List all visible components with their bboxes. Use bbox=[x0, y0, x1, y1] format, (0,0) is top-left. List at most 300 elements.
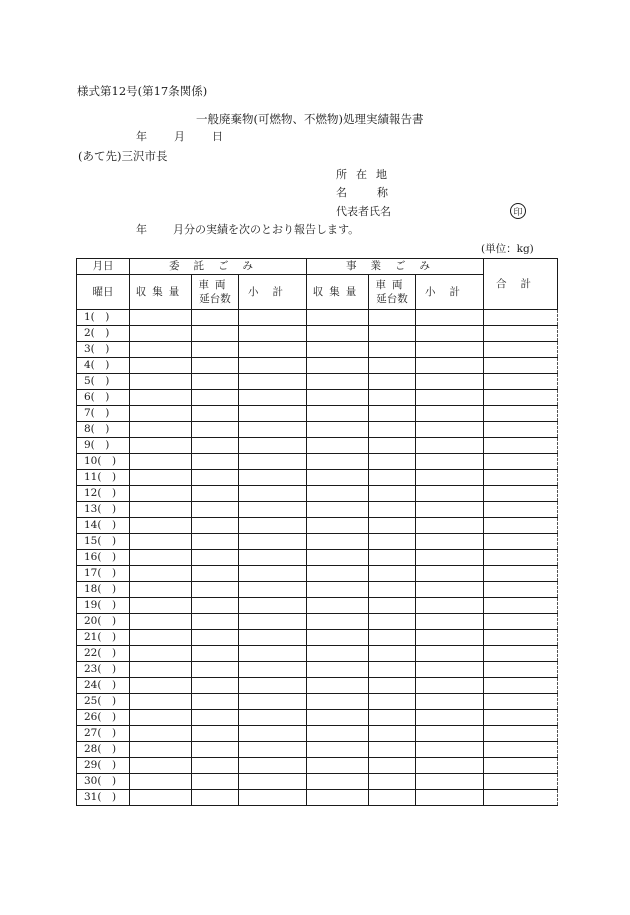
day-label: 1( ) bbox=[77, 310, 130, 326]
header-business-subtotal: 小計 bbox=[416, 275, 484, 310]
entry-cell[interactable] bbox=[484, 438, 558, 454]
header-consigned-waste: 委託ごみ bbox=[130, 259, 307, 275]
entry-cell[interactable] bbox=[369, 390, 416, 406]
entry-cell[interactable] bbox=[416, 790, 484, 806]
entry-cell[interactable] bbox=[130, 422, 192, 438]
reporter-representative-label: 代表者氏名 bbox=[336, 205, 391, 218]
entry-cell[interactable] bbox=[130, 406, 192, 422]
table-row bbox=[77, 630, 558, 646]
entry-cell[interactable] bbox=[369, 310, 416, 326]
day-label: 26( ) bbox=[77, 710, 130, 726]
entry-cell[interactable] bbox=[307, 310, 369, 326]
table-row bbox=[77, 310, 558, 326]
entry-cell[interactable] bbox=[307, 342, 369, 358]
day-label: 23( ) bbox=[77, 662, 130, 678]
entry-cell[interactable] bbox=[484, 710, 558, 726]
entry-cell[interactable] bbox=[416, 342, 484, 358]
form-title: 一般廃棄物(可燃物、不燃物)処理実績報告書 bbox=[196, 112, 424, 126]
day-label: 28( ) bbox=[77, 742, 130, 758]
table-row bbox=[77, 470, 558, 486]
entry-cell[interactable] bbox=[192, 582, 239, 598]
table-row bbox=[77, 646, 558, 662]
entry-cell[interactable] bbox=[484, 630, 558, 646]
entry-cell[interactable] bbox=[484, 566, 558, 582]
entry-cell[interactable] bbox=[239, 342, 307, 358]
entry-cell[interactable] bbox=[192, 534, 239, 550]
table-row bbox=[77, 614, 558, 630]
table-row bbox=[77, 694, 558, 710]
entry-cell[interactable] bbox=[416, 310, 484, 326]
entry-cell[interactable] bbox=[307, 374, 369, 390]
entry-cell[interactable] bbox=[239, 726, 307, 742]
entry-cell[interactable] bbox=[239, 438, 307, 454]
entry-cell[interactable] bbox=[192, 438, 239, 454]
day-label: 10( ) bbox=[77, 454, 130, 470]
entry-cell[interactable] bbox=[369, 694, 416, 710]
table-row bbox=[77, 774, 558, 790]
entry-cell[interactable] bbox=[130, 598, 192, 614]
entry-cell[interactable] bbox=[307, 470, 369, 486]
entry-cell[interactable] bbox=[416, 774, 484, 790]
entry-cell[interactable] bbox=[307, 598, 369, 614]
entry-cell[interactable] bbox=[484, 678, 558, 694]
entry-cell[interactable] bbox=[484, 758, 558, 774]
entry-cell[interactable] bbox=[130, 646, 192, 662]
entry-cell[interactable] bbox=[416, 742, 484, 758]
entry-cell[interactable] bbox=[484, 614, 558, 630]
addressee: (あて先)三沢市長 bbox=[78, 149, 168, 163]
entry-cell[interactable] bbox=[307, 390, 369, 406]
entry-cell[interactable] bbox=[416, 422, 484, 438]
entry-cell[interactable] bbox=[130, 678, 192, 694]
entry-cell[interactable] bbox=[192, 646, 239, 662]
entry-cell[interactable] bbox=[484, 582, 558, 598]
entry-cell[interactable] bbox=[192, 598, 239, 614]
entry-cell[interactable] bbox=[307, 550, 369, 566]
entry-cell[interactable] bbox=[239, 406, 307, 422]
entry-cell[interactable] bbox=[239, 662, 307, 678]
entry-cell[interactable] bbox=[307, 630, 369, 646]
entry-cell[interactable] bbox=[307, 694, 369, 710]
entry-cell[interactable] bbox=[484, 342, 558, 358]
entry-cell[interactable] bbox=[484, 726, 558, 742]
entry-cell[interactable] bbox=[484, 646, 558, 662]
day-label: 21( ) bbox=[77, 630, 130, 646]
header-total: 合計 bbox=[484, 259, 558, 310]
entry-cell[interactable] bbox=[239, 566, 307, 582]
entry-cell[interactable] bbox=[416, 406, 484, 422]
entry-cell[interactable] bbox=[192, 422, 239, 438]
entry-cell[interactable] bbox=[307, 774, 369, 790]
date-year: 年 bbox=[136, 130, 147, 143]
entry-cell[interactable] bbox=[307, 502, 369, 518]
entry-cell[interactable] bbox=[192, 310, 239, 326]
entry-cell[interactable] bbox=[239, 630, 307, 646]
entry-cell[interactable] bbox=[192, 694, 239, 710]
entry-cell[interactable] bbox=[239, 502, 307, 518]
table-row bbox=[77, 550, 558, 566]
entry-cell[interactable] bbox=[369, 550, 416, 566]
entry-cell[interactable] bbox=[307, 454, 369, 470]
entry-cell[interactable] bbox=[369, 646, 416, 662]
day-label: 14( ) bbox=[77, 518, 130, 534]
header-consigned-vehicles: 車両 延台数 bbox=[192, 275, 239, 310]
entry-cell[interactable] bbox=[484, 550, 558, 566]
report-table bbox=[76, 258, 558, 806]
entry-cell[interactable] bbox=[239, 326, 307, 342]
entry-cell[interactable] bbox=[416, 566, 484, 582]
table-row bbox=[77, 454, 558, 470]
day-label: 27( ) bbox=[77, 726, 130, 742]
entry-cell[interactable] bbox=[307, 358, 369, 374]
entry-cell[interactable] bbox=[130, 358, 192, 374]
entry-cell[interactable] bbox=[130, 454, 192, 470]
entry-cell[interactable] bbox=[192, 486, 239, 502]
entry-cell[interactable] bbox=[307, 614, 369, 630]
header-month-day: 月日 bbox=[77, 259, 130, 275]
day-label: 4( ) bbox=[77, 358, 130, 374]
day-label: 2( ) bbox=[77, 326, 130, 342]
date-month: 月 bbox=[174, 130, 185, 143]
entry-cell[interactable] bbox=[192, 550, 239, 566]
entry-cell[interactable] bbox=[416, 374, 484, 390]
entry-cell[interactable] bbox=[239, 422, 307, 438]
entry-cell[interactable] bbox=[307, 534, 369, 550]
report-text: 月分の実績を次のとおり報告します。 bbox=[173, 223, 360, 236]
unit-label: (単位：kg) bbox=[481, 243, 534, 255]
table-row bbox=[77, 422, 558, 438]
table-row bbox=[77, 678, 558, 694]
entry-cell[interactable] bbox=[130, 518, 192, 534]
seal-mark-icon: 印 bbox=[510, 203, 526, 219]
day-label: 18( ) bbox=[77, 582, 130, 598]
header-business-vehicles: 車両 延台数 bbox=[369, 275, 416, 310]
entry-cell[interactable] bbox=[130, 534, 192, 550]
entry-cell[interactable] bbox=[192, 790, 239, 806]
day-label: 16( ) bbox=[77, 550, 130, 566]
entry-cell[interactable] bbox=[130, 582, 192, 598]
entry-cell[interactable] bbox=[369, 758, 416, 774]
entry-cell[interactable] bbox=[416, 598, 484, 614]
entry-cell[interactable] bbox=[192, 518, 239, 534]
entry-cell[interactable] bbox=[369, 406, 416, 422]
entry-cell[interactable] bbox=[192, 470, 239, 486]
entry-cell[interactable] bbox=[130, 310, 192, 326]
entry-cell[interactable] bbox=[307, 486, 369, 502]
entry-cell[interactable] bbox=[307, 646, 369, 662]
entry-cell[interactable] bbox=[130, 742, 192, 758]
entry-cell[interactable] bbox=[416, 438, 484, 454]
entry-cell[interactable] bbox=[369, 502, 416, 518]
entry-cell[interactable] bbox=[416, 662, 484, 678]
entry-cell[interactable] bbox=[416, 582, 484, 598]
entry-cell[interactable] bbox=[416, 710, 484, 726]
header-weekday: 曜日 bbox=[77, 275, 130, 310]
entry-cell[interactable] bbox=[192, 614, 239, 630]
entry-cell[interactable] bbox=[130, 550, 192, 566]
entry-cell[interactable] bbox=[307, 742, 369, 758]
entry-cell[interactable] bbox=[369, 614, 416, 630]
entry-cell[interactable] bbox=[130, 374, 192, 390]
entry-cell[interactable] bbox=[416, 614, 484, 630]
entry-cell[interactable] bbox=[369, 790, 416, 806]
entry-cell[interactable] bbox=[484, 502, 558, 518]
entry-cell[interactable] bbox=[130, 726, 192, 742]
table-row bbox=[77, 406, 558, 422]
table-row bbox=[77, 710, 558, 726]
reporter-name-label: 名称 bbox=[336, 186, 418, 199]
entry-cell[interactable] bbox=[416, 678, 484, 694]
entry-cell[interactable] bbox=[239, 710, 307, 726]
entry-cell[interactable] bbox=[130, 662, 192, 678]
entry-cell[interactable] bbox=[192, 710, 239, 726]
header-business-amount: 収集量 bbox=[307, 275, 369, 310]
table-row bbox=[77, 390, 558, 406]
entry-cell[interactable] bbox=[239, 774, 307, 790]
entry-cell[interactable] bbox=[416, 326, 484, 342]
entry-cell[interactable] bbox=[307, 758, 369, 774]
entry-cell[interactable] bbox=[369, 742, 416, 758]
entry-cell[interactable] bbox=[484, 326, 558, 342]
table-row bbox=[77, 342, 558, 358]
entry-cell[interactable] bbox=[369, 582, 416, 598]
entry-cell[interactable] bbox=[130, 566, 192, 582]
entry-cell[interactable] bbox=[130, 342, 192, 358]
entry-cell[interactable] bbox=[307, 790, 369, 806]
entry-cell[interactable] bbox=[484, 598, 558, 614]
entry-cell[interactable] bbox=[416, 470, 484, 486]
entry-cell[interactable] bbox=[307, 518, 369, 534]
entry-cell[interactable] bbox=[369, 598, 416, 614]
day-label: 6( ) bbox=[77, 390, 130, 406]
entry-cell[interactable] bbox=[416, 518, 484, 534]
table-row bbox=[77, 726, 558, 742]
entry-cell[interactable] bbox=[130, 390, 192, 406]
day-label: 20( ) bbox=[77, 614, 130, 630]
entry-cell[interactable] bbox=[369, 662, 416, 678]
table-row bbox=[77, 598, 558, 614]
table-row bbox=[77, 742, 558, 758]
entry-cell[interactable] bbox=[369, 454, 416, 470]
entry-cell[interactable] bbox=[369, 678, 416, 694]
entry-cell[interactable] bbox=[484, 694, 558, 710]
table-row bbox=[77, 518, 558, 534]
entry-cell[interactable] bbox=[192, 358, 239, 374]
day-label: 8( ) bbox=[77, 422, 130, 438]
entry-cell[interactable] bbox=[369, 374, 416, 390]
day-label: 19( ) bbox=[77, 598, 130, 614]
entry-cell[interactable] bbox=[192, 390, 239, 406]
entry-cell[interactable] bbox=[416, 550, 484, 566]
entry-cell[interactable] bbox=[130, 774, 192, 790]
table-row bbox=[77, 566, 558, 582]
entry-cell[interactable] bbox=[307, 710, 369, 726]
table-row bbox=[77, 486, 558, 502]
entry-cell[interactable] bbox=[239, 550, 307, 566]
entry-cell[interactable] bbox=[192, 678, 239, 694]
entry-cell[interactable] bbox=[307, 678, 369, 694]
day-label: 31( ) bbox=[77, 790, 130, 806]
entry-cell[interactable] bbox=[484, 790, 558, 806]
day-label: 3( ) bbox=[77, 342, 130, 358]
date-day: 日 bbox=[212, 130, 223, 143]
entry-cell[interactable] bbox=[239, 582, 307, 598]
entry-cell[interactable] bbox=[416, 534, 484, 550]
entry-cell[interactable] bbox=[307, 326, 369, 342]
entry-cell[interactable] bbox=[484, 534, 558, 550]
entry-cell[interactable] bbox=[192, 662, 239, 678]
table-row bbox=[77, 374, 558, 390]
entry-cell[interactable] bbox=[130, 694, 192, 710]
table-row bbox=[77, 326, 558, 342]
entry-cell[interactable] bbox=[192, 742, 239, 758]
table-row bbox=[77, 534, 558, 550]
entry-cell[interactable] bbox=[239, 470, 307, 486]
table-row bbox=[77, 358, 558, 374]
entry-cell[interactable] bbox=[239, 518, 307, 534]
entry-cell[interactable] bbox=[307, 662, 369, 678]
day-label: 25( ) bbox=[77, 694, 130, 710]
entry-cell[interactable] bbox=[239, 390, 307, 406]
entry-cell[interactable] bbox=[369, 518, 416, 534]
entry-cell[interactable] bbox=[484, 422, 558, 438]
entry-cell[interactable] bbox=[484, 454, 558, 470]
entry-cell[interactable] bbox=[239, 374, 307, 390]
entry-cell[interactable] bbox=[484, 310, 558, 326]
entry-cell[interactable] bbox=[130, 470, 192, 486]
entry-cell[interactable] bbox=[484, 774, 558, 790]
entry-cell[interactable] bbox=[192, 502, 239, 518]
form-number: 様式第12号(第17条関係) bbox=[77, 84, 208, 98]
day-label: 15( ) bbox=[77, 534, 130, 550]
entry-cell[interactable] bbox=[192, 406, 239, 422]
entry-cell[interactable] bbox=[484, 742, 558, 758]
day-label: 11( ) bbox=[77, 470, 130, 486]
entry-cell[interactable] bbox=[192, 374, 239, 390]
entry-cell[interactable] bbox=[130, 486, 192, 502]
entry-cell[interactable] bbox=[307, 566, 369, 582]
entry-cell[interactable] bbox=[307, 582, 369, 598]
entry-cell[interactable] bbox=[369, 710, 416, 726]
table-row bbox=[77, 790, 558, 806]
entry-cell[interactable] bbox=[416, 390, 484, 406]
day-label: 17( ) bbox=[77, 566, 130, 582]
entry-cell[interactable] bbox=[484, 358, 558, 374]
header-consigned-amount: 収集量 bbox=[130, 275, 192, 310]
entry-cell[interactable] bbox=[192, 454, 239, 470]
entry-cell[interactable] bbox=[369, 470, 416, 486]
entry-cell[interactable] bbox=[416, 502, 484, 518]
entry-cell[interactable] bbox=[484, 662, 558, 678]
report-statement bbox=[136, 224, 359, 235]
entry-cell[interactable] bbox=[416, 694, 484, 710]
day-label: 7( ) bbox=[77, 406, 130, 422]
day-label: 12( ) bbox=[77, 486, 130, 502]
entry-cell[interactable] bbox=[239, 694, 307, 710]
entry-cell[interactable] bbox=[192, 326, 239, 342]
header-consigned-subtotal: 小計 bbox=[239, 275, 307, 310]
entry-cell[interactable] bbox=[307, 438, 369, 454]
entry-cell[interactable] bbox=[239, 758, 307, 774]
entry-cell[interactable] bbox=[192, 342, 239, 358]
entry-cell[interactable] bbox=[239, 598, 307, 614]
entry-cell[interactable] bbox=[239, 790, 307, 806]
entry-cell[interactable] bbox=[484, 390, 558, 406]
entry-cell[interactable] bbox=[416, 486, 484, 502]
entry-cell[interactable] bbox=[307, 406, 369, 422]
entry-cell[interactable] bbox=[192, 758, 239, 774]
entry-cell[interactable] bbox=[416, 758, 484, 774]
day-label: 5( ) bbox=[77, 374, 130, 390]
entry-cell[interactable] bbox=[416, 646, 484, 662]
entry-cell[interactable] bbox=[416, 726, 484, 742]
entry-cell[interactable] bbox=[239, 534, 307, 550]
entry-cell[interactable] bbox=[484, 486, 558, 502]
entry-cell[interactable] bbox=[484, 518, 558, 534]
entry-cell[interactable] bbox=[484, 374, 558, 390]
entry-cell[interactable] bbox=[416, 454, 484, 470]
entry-cell[interactable] bbox=[239, 454, 307, 470]
entry-cell[interactable] bbox=[192, 630, 239, 646]
entry-cell[interactable] bbox=[369, 726, 416, 742]
entry-cell[interactable] bbox=[484, 470, 558, 486]
entry-cell[interactable] bbox=[369, 326, 416, 342]
entry-cell[interactable] bbox=[369, 438, 416, 454]
entry-cell[interactable] bbox=[239, 646, 307, 662]
entry-cell[interactable] bbox=[369, 566, 416, 582]
entry-cell[interactable] bbox=[307, 726, 369, 742]
entry-cell[interactable] bbox=[369, 422, 416, 438]
entry-cell[interactable] bbox=[192, 726, 239, 742]
day-label: 30( ) bbox=[77, 774, 130, 790]
entry-cell[interactable] bbox=[484, 406, 558, 422]
entry-cell[interactable] bbox=[239, 678, 307, 694]
entry-cell[interactable] bbox=[130, 326, 192, 342]
entry-cell[interactable] bbox=[130, 790, 192, 806]
entry-cell[interactable] bbox=[369, 534, 416, 550]
entry-cell[interactable] bbox=[130, 710, 192, 726]
entry-cell[interactable] bbox=[239, 486, 307, 502]
entry-cell[interactable] bbox=[239, 358, 307, 374]
entry-cell[interactable] bbox=[192, 566, 239, 582]
entry-cell[interactable] bbox=[130, 614, 192, 630]
entry-cell[interactable] bbox=[130, 758, 192, 774]
entry-cell[interactable] bbox=[130, 630, 192, 646]
entry-cell[interactable] bbox=[130, 438, 192, 454]
day-label: 9( ) bbox=[77, 438, 130, 454]
entry-cell[interactable] bbox=[416, 630, 484, 646]
entry-cell[interactable] bbox=[192, 774, 239, 790]
entry-cell[interactable] bbox=[369, 630, 416, 646]
entry-cell[interactable] bbox=[416, 358, 484, 374]
table-row bbox=[77, 438, 558, 454]
entry-cell[interactable] bbox=[307, 422, 369, 438]
table-row bbox=[77, 662, 558, 678]
entry-cell[interactable] bbox=[239, 742, 307, 758]
entry-cell[interactable] bbox=[369, 358, 416, 374]
entry-cell[interactable] bbox=[239, 310, 307, 326]
day-label: 29( ) bbox=[77, 758, 130, 774]
reporter-address-label: 所在地 bbox=[336, 168, 396, 181]
entry-cell[interactable] bbox=[239, 614, 307, 630]
date-line bbox=[136, 131, 223, 142]
table-row bbox=[77, 758, 558, 774]
entry-cell[interactable] bbox=[130, 502, 192, 518]
entry-cell[interactable] bbox=[369, 486, 416, 502]
entry-cell[interactable] bbox=[369, 342, 416, 358]
table-row bbox=[77, 582, 558, 598]
entry-cell[interactable] bbox=[369, 774, 416, 790]
